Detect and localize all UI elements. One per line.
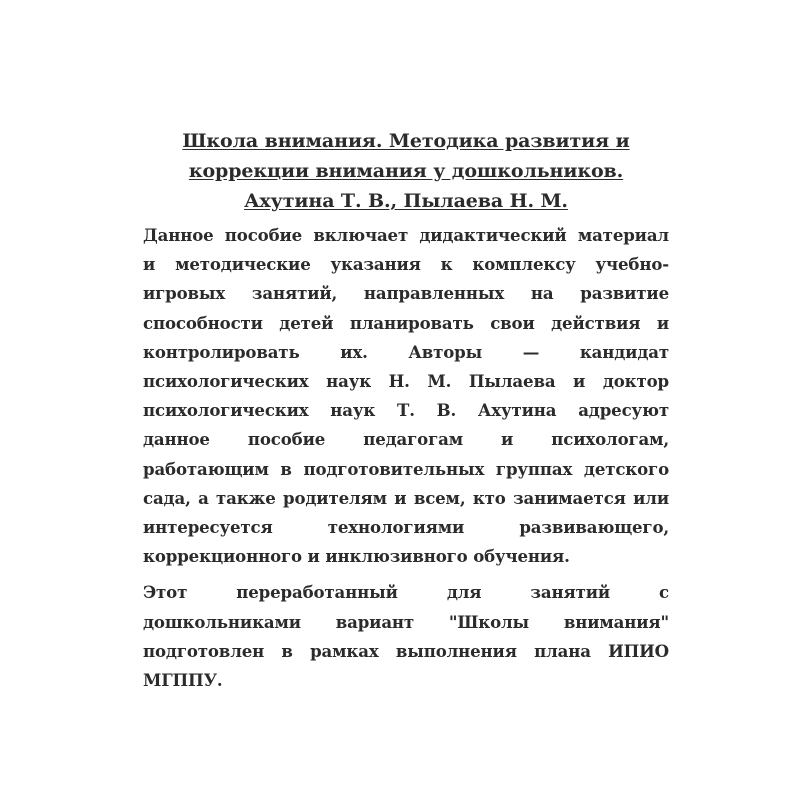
- note-paragraph: [143, 578, 669, 695]
- document-content: [143, 126, 669, 695]
- title-line-3: Ахутина Т. В., Пылаева Н. М.: [244, 190, 568, 212]
- paragraph-line: игровых занятий, направленных на развитие: [143, 283, 669, 304]
- paragraph-line: Данное пособие включает дидактический материал: [143, 225, 669, 245]
- paragraph-line: дошкольниками вариант "Школы внимания": [143, 611, 669, 632]
- description-paragraph: [143, 221, 669, 571]
- paragraph-line: МГППУ.: [143, 670, 223, 691]
- paragraph-line: контролировать их. Авторы — кандидат: [143, 341, 669, 362]
- paragraph-line: интересуется технологиями развивающего,: [143, 517, 669, 538]
- paragraph-line: способности детей планировать свои действия и: [143, 312, 669, 333]
- paragraph-line: и методические указания к комплексу учебно-: [143, 254, 669, 275]
- paragraph-line: коррекционного и инклюзивного обучения.: [143, 546, 570, 567]
- document-title: [143, 126, 669, 216]
- paragraph-line: подготовлен в рамках выполнения плана ИПИО: [143, 640, 669, 661]
- paragraph-line: работающим в подготовительных группах детского: [143, 458, 669, 479]
- title-line-1: Школа внимания. Методика развития и: [182, 130, 630, 152]
- title-line-2: коррекции внимания у дошкольников.: [188, 160, 624, 182]
- paragraph-line: психологических наук Т. В. Ахутина адресуют: [143, 400, 669, 421]
- paragraph-line: психологических наук Н. М. Пылаева и доктор: [143, 371, 669, 392]
- paragraph-line: сада, а также родителям и всем, кто занимается или: [143, 487, 669, 508]
- paragraph-line: Этот переработанный для занятий с: [143, 582, 669, 603]
- paragraph-line: данное пособие педагогам и психологам,: [143, 429, 669, 450]
